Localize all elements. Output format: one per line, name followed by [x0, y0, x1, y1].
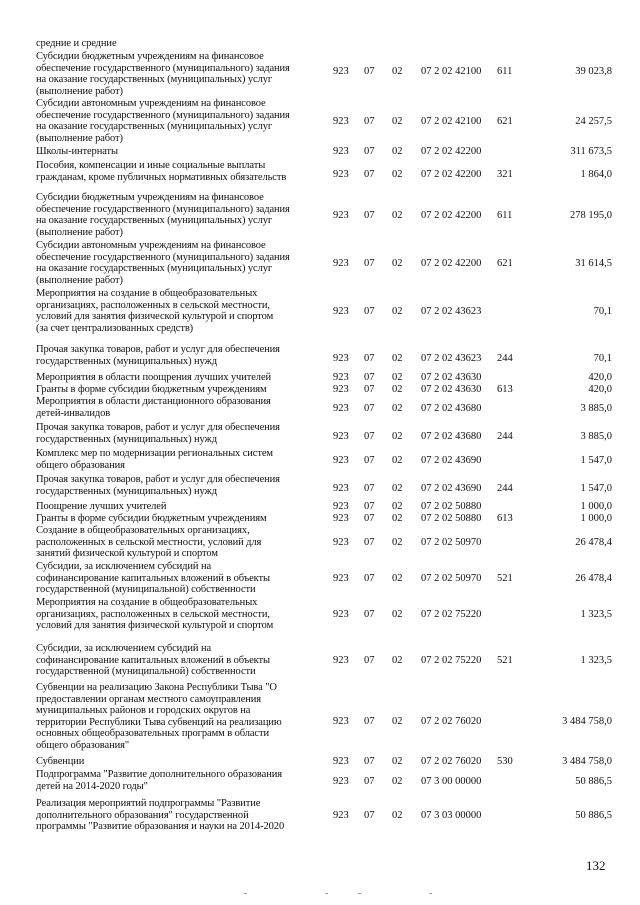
description-line: Прочая закупка товаров, работ и услуг для обеспечения [36, 422, 280, 433]
section-code: 07 [364, 501, 375, 512]
subsection-code: 02 [392, 483, 403, 494]
description-line: Школы-интернаты [36, 146, 118, 157]
row-description [36, 160, 321, 183]
row-description [36, 422, 321, 445]
description-line: Поощрение лучших учителей [36, 501, 167, 512]
description-line: государственной (муниципальной) собственности [36, 584, 256, 596]
section-code: 07 [364, 655, 375, 666]
subsection-code: 02 [392, 66, 403, 77]
description-line: на оказание государственных (муниципальных) услуг [36, 74, 273, 86]
target-article-code: 07 2 02 50880 [421, 501, 482, 512]
subsection-code: 02 [392, 655, 403, 666]
description-line: Мероприятия на создание в общеобразовательных [36, 288, 258, 299]
ministry-code: 923 [333, 810, 349, 821]
description-line: Гранты в форме субсидии бюджетным учреждениям [36, 384, 267, 395]
row-description [36, 525, 321, 560]
amount: 26 478,4 [575, 573, 612, 584]
row-description [36, 98, 321, 144]
subsection-code: 02 [392, 756, 403, 767]
description-line: организациях, расположенных в сельской местности, [36, 608, 270, 620]
description-line: Субсидии бюджетным учреждениям на финансовое [36, 192, 264, 203]
target-article-code: 07 2 02 50880 [421, 513, 482, 524]
section-code: 07 [364, 431, 375, 442]
target-article-code: 07 2 02 43623 [421, 306, 482, 317]
description-line: (выполнение работ) [36, 226, 123, 238]
amount: 311 673,5 [570, 146, 612, 157]
description-line: Мероприятия в области дистанционного образования [36, 396, 271, 407]
section-code: 07 [364, 353, 375, 364]
amount: 1 000,0 [580, 501, 612, 512]
amount: 1 547,0 [580, 455, 612, 466]
section-code: 07 [364, 810, 375, 821]
description-line: детей-инвалидов [36, 407, 111, 419]
description-line: Комплекс мер по модернизации региональных систем [36, 448, 273, 459]
row-description [36, 146, 321, 158]
row-description [36, 756, 321, 768]
description-line: обеспечение государственного (муниципального) задания [36, 62, 290, 74]
description-line: государственных (муниципальных) нужд [36, 355, 217, 367]
target-article-code: 07 2 02 43690 [421, 483, 482, 494]
expense-type-code: 321 [497, 169, 513, 180]
description-line: Создание в общеобразовательных организациях, [36, 525, 250, 536]
description-line: софинансирование капитальных вложений в объекты [36, 572, 270, 584]
row-description [36, 51, 321, 97]
target-article-code: 07 2 02 76020 [421, 716, 482, 727]
ministry-code: 923 [333, 306, 349, 317]
subsection-code: 02 [392, 384, 403, 395]
amount: 70,1 [593, 306, 612, 317]
section-code: 07 [364, 258, 375, 269]
description-line: условий для занятия физической культурой и спортом [36, 311, 274, 323]
expense-type-code: 521 [497, 655, 513, 666]
target-article-code: 07 2 02 42200 [421, 169, 482, 180]
section-code: 07 [364, 403, 375, 414]
ministry-code: 923 [333, 501, 349, 512]
description-line: территории Республики Тыва субвенций на реализацию [36, 716, 282, 728]
target-article-code: 07 3 00 00000 [421, 776, 482, 787]
description-line: (выполнение работ) [36, 85, 123, 97]
ministry-code: 923 [333, 756, 349, 767]
ministry-code: 923 [333, 513, 349, 524]
target-article-code: 07 2 02 75220 [421, 609, 482, 620]
description-line: государственных (муниципальных) нужд [36, 433, 217, 445]
description-line: средние и средние [36, 38, 117, 49]
ministry-code: 923 [333, 483, 349, 494]
section-code: 07 [364, 455, 375, 466]
expense-type-code: 530 [497, 756, 513, 767]
amount: 3 885,0 [580, 403, 612, 414]
ministry-code: 923 [333, 431, 349, 442]
section-code: 07 [364, 210, 375, 221]
description-line: (выполнение работ) [36, 274, 123, 286]
description-line: (выполнение работ) [36, 132, 123, 144]
description-line: на оказание государственных (муниципальных) услуг [36, 263, 273, 275]
subsection-code: 02 [392, 716, 403, 727]
subsection-code: 02 [392, 306, 403, 317]
expense-type-code: 244 [497, 431, 513, 442]
description-line: Гранты в форме субсидии бюджетным учреждениям [36, 513, 267, 524]
expense-type-code: 611 [497, 66, 513, 77]
target-article-code: 07 3 03 00000 [421, 810, 482, 821]
amount: 39 023,8 [575, 66, 612, 77]
target-article-code: 07 2 02 50970 [421, 573, 482, 584]
expense-type-code: 613 [497, 513, 513, 524]
section-code: 07 [364, 146, 375, 157]
amount: 1 323,5 [580, 609, 612, 620]
description-line: Субсидии, за исключением субсидий на [36, 643, 212, 654]
ministry-code: 923 [333, 116, 349, 127]
amount: 50 886,5 [575, 776, 612, 787]
subsection-code: 02 [392, 501, 403, 512]
description-line: муниципальных районов и городских округов на [36, 705, 251, 717]
amount: 1 864,0 [580, 169, 612, 180]
description-line: Субсидии автономным учреждениям на финансовое [36, 98, 266, 109]
subsection-code: 02 [392, 372, 403, 383]
description-line: на оказание государственных (муниципальных) услуг [36, 121, 273, 133]
row-description [36, 372, 321, 384]
description-line: детей на 2014-2020 годы" [36, 780, 148, 792]
description-line: софинансирование капитальных вложений в объекты [36, 654, 270, 666]
description-line: Прочая закупка товаров, работ и услуг для обеспечения [36, 344, 280, 355]
ministry-code: 923 [333, 403, 349, 414]
amount: 278 195,0 [570, 210, 612, 221]
description-line: на оказание государственных (муниципальных) услуг [36, 215, 273, 227]
ministry-code: 923 [333, 210, 349, 221]
row-description [36, 384, 321, 396]
row-description [36, 769, 321, 792]
description-line: занятий физической культурой и спортом [36, 548, 218, 560]
target-article-code: 07 2 02 43690 [421, 455, 482, 466]
amount: 1 323,5 [580, 655, 612, 666]
expense-type-code: 621 [497, 258, 513, 269]
target-article-code: 07 2 02 76020 [421, 756, 482, 767]
ministry-code: 923 [333, 455, 349, 466]
ministry-code: 923 [333, 655, 349, 666]
target-article-code: 07 2 02 43680 [421, 431, 482, 442]
description-line: обеспечение государственного (муниципального) задания [36, 109, 290, 121]
description-line: Субсидии, за исключением субсидий на [36, 561, 212, 572]
row-description [36, 513, 321, 525]
target-article-code: 07 2 02 42100 [421, 66, 482, 77]
description-line: государственной (муниципальной) собственности [36, 666, 256, 678]
ministry-code: 923 [333, 609, 349, 620]
section-code: 07 [364, 384, 375, 395]
subsection-code: 02 [392, 210, 403, 221]
ministry-code: 923 [333, 372, 349, 383]
description-line: общего образования" [36, 739, 130, 751]
section-code: 07 [364, 306, 375, 317]
target-article-code: 07 2 02 42200 [421, 210, 482, 221]
description-line: обеспечение государственного (муниципального) задания [36, 203, 290, 215]
description-line: общего образования [36, 459, 125, 471]
description-line: Мероприятия на создание в общеобразовательных [36, 597, 258, 608]
ministry-code: 923 [333, 169, 349, 180]
target-article-code: 07 2 02 43680 [421, 403, 482, 414]
subsection-code: 02 [392, 258, 403, 269]
expense-type-code: 613 [497, 384, 513, 395]
description-line: Мероприятия в области поощрения лучших учителей [36, 372, 272, 383]
target-article-code: 07 2 02 75220 [421, 655, 482, 666]
section-code: 07 [364, 756, 375, 767]
description-line: условий для занятия физической культурой и спортом [36, 620, 274, 632]
target-article-code: 07 2 02 43623 [421, 353, 482, 364]
subsection-code: 02 [392, 116, 403, 127]
subsection-code: 02 [392, 403, 403, 414]
section-code: 07 [364, 537, 375, 548]
expense-type-code: 244 [497, 483, 513, 494]
expense-type-code: 611 [497, 210, 513, 221]
description-line: расположенных в сельской местности, условий для [36, 536, 262, 548]
bottom-scan-marks [0, 893, 640, 897]
section-code: 07 [364, 776, 375, 787]
subsection-code: 02 [392, 573, 403, 584]
section-code: 07 [364, 66, 375, 77]
row-description [36, 643, 321, 678]
section-code: 07 [364, 116, 375, 127]
subsection-code: 02 [392, 431, 403, 442]
subsection-code: 02 [392, 146, 403, 157]
amount: 24 257,5 [575, 116, 612, 127]
ministry-code: 923 [333, 146, 349, 157]
expense-type-code: 244 [497, 353, 513, 364]
description-line: предоставлении органам местного самоуправления [36, 693, 262, 705]
target-article-code: 07 2 02 42200 [421, 258, 482, 269]
row-description [36, 240, 321, 286]
row-description [36, 682, 321, 752]
row-description [36, 38, 321, 50]
subsection-code: 02 [392, 353, 403, 364]
target-article-code: 07 2 02 50970 [421, 537, 482, 548]
page-number: 132 [586, 858, 606, 873]
section-code: 07 [364, 609, 375, 620]
expense-type-code: 621 [497, 116, 513, 127]
expense-type-code: 521 [497, 573, 513, 584]
amount: 3 484 758,0 [562, 716, 612, 727]
description-line: (за счет централизованных средств) [36, 322, 194, 334]
description-line: организациях, расположенных в сельской местности, [36, 299, 270, 311]
amount: 420,0 [588, 372, 612, 383]
amount: 70,1 [593, 353, 612, 364]
description-line: программы "Развитие образования и науки на 2014-2020 [36, 821, 285, 833]
description-line: Субсидии бюджетным учреждениям на финансовое [36, 51, 264, 62]
section-code: 07 [364, 716, 375, 727]
section-code: 07 [364, 483, 375, 494]
target-article-code: 07 2 02 42100 [421, 116, 482, 127]
description-line: Субсидии автономным учреждениям на финансовое [36, 240, 266, 251]
amount: 1 000,0 [580, 513, 612, 524]
amount: 1 547,0 [580, 483, 612, 494]
description-line: основных общеобразовательных программ в области [36, 728, 269, 740]
ministry-code: 923 [333, 258, 349, 269]
description-line: Реализация мероприятий подпрограммы "Развитие [36, 798, 261, 809]
description-line: Пособия, компенсации и иные социальные выплаты [36, 160, 266, 171]
target-article-code: 07 2 02 42200 [421, 146, 482, 157]
subsection-code: 02 [392, 776, 403, 787]
description-line: государственных (муниципальных) нужд [36, 485, 217, 497]
row-description [36, 798, 321, 833]
amount: 3 885,0 [580, 431, 612, 442]
row-description [36, 501, 321, 513]
row-description [36, 597, 321, 632]
subsection-code: 02 [392, 455, 403, 466]
row-description [36, 474, 321, 497]
row-description [36, 448, 321, 471]
subsection-code: 02 [392, 169, 403, 180]
section-code: 07 [364, 169, 375, 180]
ministry-code: 923 [333, 716, 349, 727]
description-line: обеспечение государственного (муниципального) задания [36, 251, 290, 263]
ministry-code: 923 [333, 537, 349, 548]
amount: 420,0 [588, 384, 612, 395]
description-line: дополнительного образования" государственной [36, 809, 249, 821]
amount: 31 614,5 [575, 258, 612, 269]
amount: 50 886,5 [575, 810, 612, 821]
subsection-code: 02 [392, 537, 403, 548]
ministry-code: 923 [333, 573, 349, 584]
description-line: Подпрограмма "Развитие дополнительного образования [36, 769, 282, 780]
row-description [36, 396, 321, 419]
description-line: Субвенции на реализацию Закона Республики Тыва "О [36, 682, 277, 693]
section-code: 07 [364, 372, 375, 383]
section-code: 07 [364, 513, 375, 524]
row-description [36, 288, 321, 334]
ministry-code: 923 [333, 353, 349, 364]
row-description [36, 561, 321, 596]
ministry-code: 923 [333, 66, 349, 77]
section-code: 07 [364, 573, 375, 584]
subsection-code: 02 [392, 609, 403, 620]
description-line: гражданам, кроме публичных нормативных обязательств [36, 171, 287, 183]
amount: 3 484 758,0 [562, 756, 612, 767]
row-description [36, 192, 321, 238]
ministry-code: 923 [333, 384, 349, 395]
description-line: Субвенции [36, 756, 85, 767]
target-article-code: 07 2 02 43630 [421, 372, 482, 383]
ministry-code: 923 [333, 776, 349, 787]
row-description [36, 344, 321, 367]
amount: 26 478,4 [575, 537, 612, 548]
subsection-code: 02 [392, 513, 403, 524]
subsection-code: 02 [392, 810, 403, 821]
description-line: Прочая закупка товаров, работ и услуг для обеспечения [36, 474, 280, 485]
target-article-code: 07 2 02 43630 [421, 384, 482, 395]
